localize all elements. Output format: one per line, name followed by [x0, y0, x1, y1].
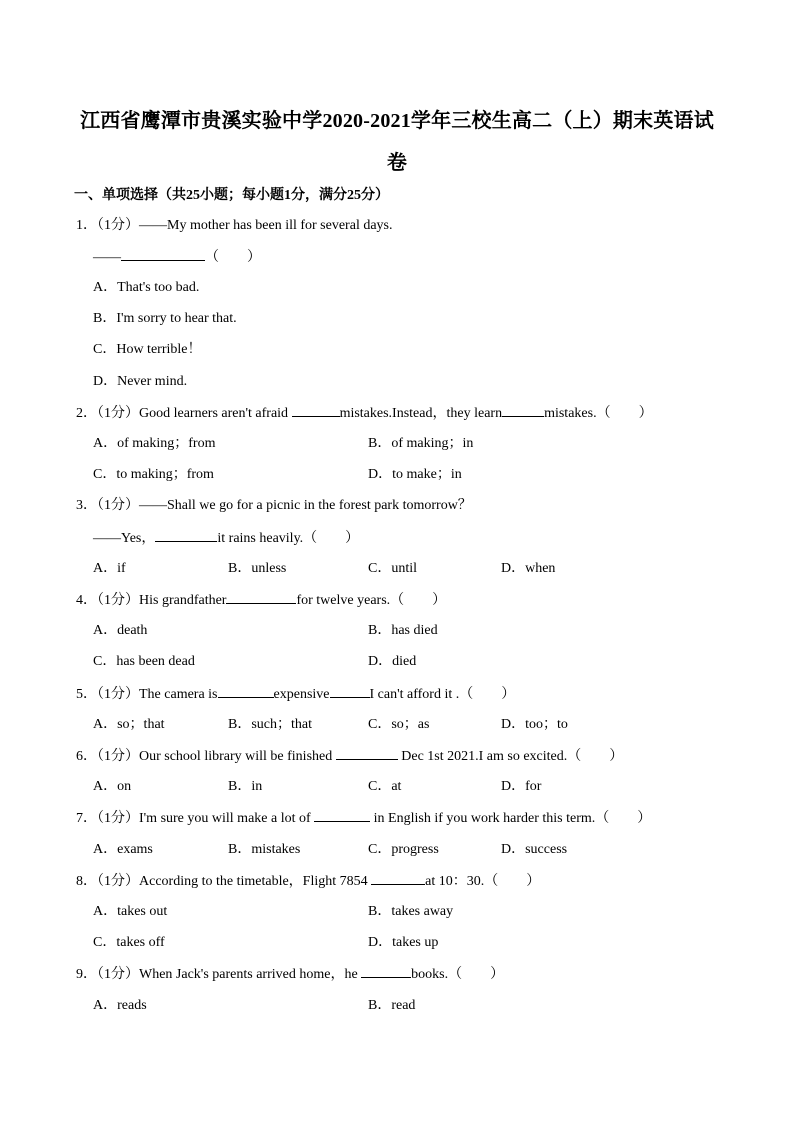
option-9-a: A．reads — [93, 998, 147, 1013]
answer-blank — [292, 404, 340, 417]
answer-blank — [121, 248, 205, 261]
option-4-a: A．death — [93, 623, 148, 638]
option-2-b: B．of making；in — [368, 436, 474, 451]
option-7-c: C．progress — [368, 842, 439, 857]
option-2-c: C．to making；from — [93, 467, 214, 482]
option-6-c: C．at — [368, 779, 402, 794]
answer-blank — [330, 685, 370, 698]
option-6-a: A．on — [93, 779, 132, 794]
question-1-reply: —— （ ） — [93, 250, 261, 265]
question-5: 5．（1分）The camera is expensive I can't afford it .（ ） — [76, 687, 516, 702]
question-9: 9．（1分）When Jack's parents arrived home，he books.（ ） — [76, 967, 505, 982]
section-heading: 一、单项选择（共25小题；每小题1分，满分25分） — [74, 188, 389, 203]
option-5-b: B．such；that — [228, 717, 312, 732]
question-8: 8．（1分）According to the timetable，Flight 7854 at 10：30.（ ） — [76, 874, 541, 889]
answer-blank — [314, 809, 370, 822]
answer-blank — [155, 529, 217, 542]
option-1-b: B．I'm sorry to hear that. — [93, 311, 237, 326]
option-4-c: C．has been dead — [93, 654, 195, 669]
option-7-d: D．success — [501, 842, 568, 857]
option-4-b: B．has died — [368, 623, 438, 638]
answer-blank — [502, 404, 544, 417]
option-6-d: D．for — [501, 779, 542, 794]
option-6-b: B．in — [228, 779, 263, 794]
option-2-a: A．of making；from — [93, 436, 216, 451]
option-1-a: A．That's too bad. — [93, 280, 200, 295]
option-2-d: D．to make；in — [368, 467, 462, 482]
question-2: 2．（1分）Good learners aren't afraid mistakes.Instead，they learn mistakes.（ ） — [76, 406, 653, 421]
title-line-1: 江西省鹰潭市贵溪实验中学2020-2021学年三校生高二（上）期末英语试 — [80, 110, 714, 132]
option-8-d: D．takes up — [368, 935, 439, 950]
option-8-b: B．takes away — [368, 904, 454, 919]
answer-blank — [361, 965, 411, 978]
option-7-a: A．exams — [93, 842, 153, 857]
option-9-b: B．read — [368, 998, 416, 1013]
option-5-c: C．so；as — [368, 717, 430, 732]
answer-blank — [226, 591, 296, 604]
question-3-reply: ——Yes， it rains heavily.（ ） — [93, 531, 360, 546]
question-1: 1．（1分）——My mother has been ill for several days. — [76, 218, 393, 233]
question-7: 7．（1分）I'm sure you will make a lot of in English if you work harder this term.（ ） — [76, 811, 652, 826]
option-3-c: C．until — [368, 561, 418, 576]
answer-blank — [336, 747, 398, 760]
option-3-b: B．unless — [228, 561, 287, 576]
title-line-2: 卷 — [386, 152, 408, 174]
option-8-c: C．takes off — [93, 935, 165, 950]
option-1-c: C．How terrible！ — [93, 342, 202, 357]
question-3: 3．（1分）——Shall we go for a picnic in the forest park tomorrow？ — [76, 498, 472, 513]
option-4-d: D．died — [368, 654, 417, 669]
option-5-d: D．too；to — [501, 717, 568, 732]
option-3-a: A．if — [93, 561, 126, 576]
option-1-d: D．Never mind. — [93, 374, 188, 389]
answer-blank — [371, 872, 425, 885]
option-5-a: A．so；that — [93, 717, 165, 732]
option-7-b: B．mistakes — [228, 842, 301, 857]
option-3-d: D．when — [501, 561, 556, 576]
question-4: 4．（1分）His grandfather for twelve years.（ ） — [76, 593, 447, 608]
answer-blank — [218, 685, 274, 698]
option-8-a: A．takes out — [93, 904, 168, 919]
question-6: 6．（1分）Our school library will be finished Dec 1st 2021.I am so excited.（ ） — [76, 749, 624, 764]
